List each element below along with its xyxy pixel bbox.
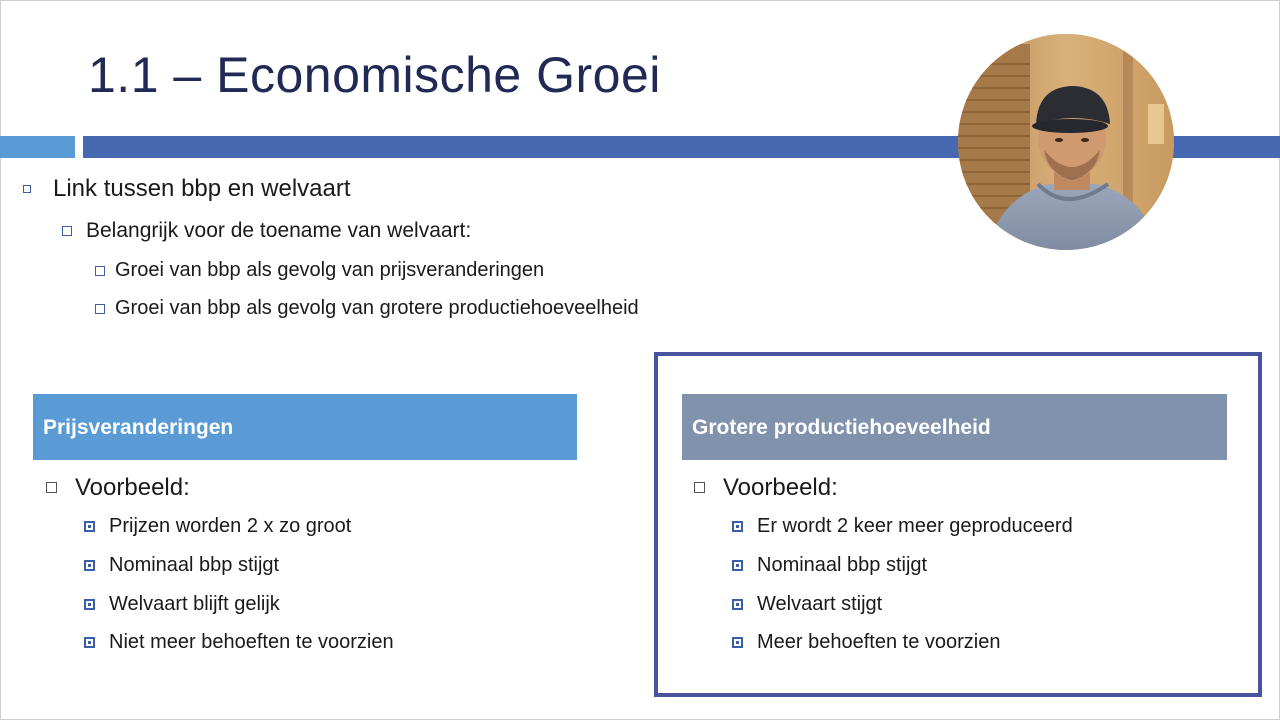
filled-square-bullet-icon: [732, 560, 743, 571]
right-example-label: [694, 473, 838, 502]
bullet-level3-text: Groei van bbp als gevolg van prijsveranderingen: [115, 259, 545, 282]
bullet-level2-text: Belangrijk voor de toename van welvaart:: [86, 219, 472, 243]
right-item-text: Meer behoeften te voorzien: [757, 631, 1001, 654]
hollow-square-bullet-icon: [95, 266, 105, 276]
bullet-level3: [95, 297, 639, 320]
right-item: [732, 554, 927, 577]
right-item-text: Welvaart stijgt: [757, 593, 883, 616]
right-item: [732, 631, 1001, 654]
right-item-text: Nominaal bbp stijgt: [757, 554, 928, 577]
left-item-text: Prijzen worden 2 x zo groot: [109, 515, 352, 538]
bullet-level3-text: Groei van bbp als gevolg van grotere productiehoeveelheid: [115, 297, 639, 320]
grotere-productiehoeveelheid-header: [682, 394, 1227, 460]
left-item: [84, 515, 351, 538]
hollow-square-bullet-icon: [46, 482, 57, 493]
webcam-presenter-icon: [958, 34, 1174, 250]
left-item-text: Niet meer behoeften te voorzien: [109, 631, 394, 654]
filled-square-bullet-icon: [732, 521, 743, 532]
prijsveranderingen-header: [33, 394, 577, 460]
bullet-level1-text: Link tussen bbp en welvaart: [53, 174, 351, 202]
bullet-level3: [95, 259, 544, 282]
filled-square-bullet-icon: [84, 560, 95, 571]
bullet-level1: [23, 174, 351, 203]
right-item-text: Er wordt 2 keer meer geproduceerd: [757, 515, 1073, 538]
right-example-label-text: Voorbeeld:: [723, 473, 838, 501]
left-item: [84, 593, 280, 616]
filled-square-bullet-icon: [84, 637, 95, 648]
presenter-webcam-avatar: [958, 34, 1174, 250]
left-item: [84, 554, 279, 577]
left-item-text: Welvaart blijft gelijk: [109, 593, 280, 616]
filled-square-bullet-icon: [84, 599, 95, 610]
hollow-square-bullet-icon: [62, 226, 72, 236]
right-item: [732, 515, 1073, 538]
hollow-square-bullet-icon: [95, 304, 105, 314]
right-item: [732, 593, 882, 616]
left-item: [84, 631, 394, 654]
filled-square-bullet-icon: [732, 599, 743, 610]
filled-square-bullet-icon: [732, 637, 743, 648]
left-example-label: [46, 473, 190, 502]
title-accent-bar-left: [0, 136, 75, 158]
prijsveranderingen-header-text: Prijsveranderingen: [43, 416, 234, 439]
slide-title: 1.1 – Economische Groei: [88, 47, 661, 103]
bullet-level2: [62, 219, 471, 243]
hollow-square-bullet-icon: [694, 482, 705, 493]
filled-square-bullet-icon: [84, 521, 95, 532]
grotere-productiehoeveelheid-header-text: Grotere productiehoeveelheid: [692, 416, 991, 439]
left-item-text: Nominaal bbp stijgt: [109, 554, 280, 577]
hollow-square-bullet-icon: [23, 185, 31, 193]
left-example-label-text: Voorbeeld:: [75, 473, 190, 501]
